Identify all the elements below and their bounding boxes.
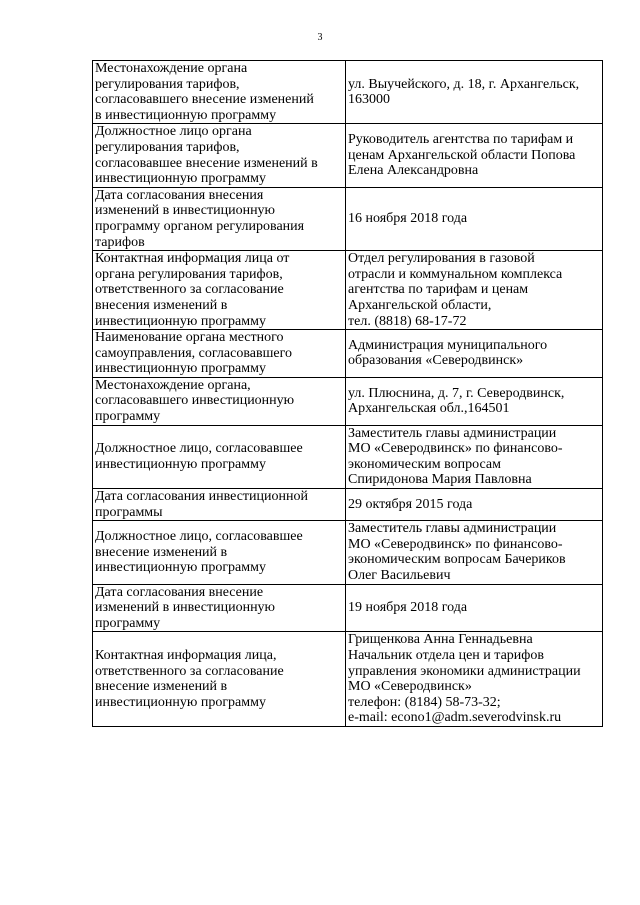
row-value-line: экономическим вопросам <box>348 456 501 472</box>
row-label-cell <box>93 632 346 727</box>
row-value-cell <box>346 584 603 632</box>
row-label-line: регулирования тарифов, <box>95 76 240 92</box>
row-label-cell <box>93 330 346 378</box>
row-value-line: Руководитель агентства по тарифам и <box>348 132 574 148</box>
table-row <box>93 425 603 488</box>
row-value-line: МО «Северодвинск» <box>348 679 472 695</box>
row-value-cell <box>346 187 603 250</box>
table-row <box>93 61 603 124</box>
row-value-line: Архангельская обл.,164501 <box>348 401 510 417</box>
row-label-line: органа регулирования тарифов, <box>95 266 283 282</box>
table-row <box>93 124 603 187</box>
row-label-line: изменений в инвестиционную <box>95 600 276 616</box>
row-label-cell <box>93 425 346 488</box>
row-value-line: отрасли и коммунальном комплекса <box>348 266 563 282</box>
row-label-line: Местонахождение органа, <box>95 377 251 393</box>
row-label-cell <box>93 61 346 124</box>
row-label-line: самоуправления, согласовавшего <box>95 345 292 361</box>
row-value-cell <box>346 632 603 727</box>
row-label-line: инвестиционную программу <box>95 694 266 710</box>
row-label-line: Должностное лицо, согласовавшее <box>95 529 303 545</box>
row-value-line: телефон: (8184) 58-73-32; <box>348 694 501 710</box>
row-label-line: согласовавшего инвестиционную <box>95 393 295 409</box>
row-label-line: программу органом регулирования <box>95 218 305 234</box>
row-label-line: внесения изменений в <box>95 297 228 313</box>
row-value-line: 29 октября 2015 года <box>348 496 473 512</box>
row-label-cell <box>93 521 346 584</box>
row-label-line: инвестиционную программу <box>95 313 266 329</box>
info-table-body <box>93 61 603 727</box>
table-row <box>93 377 603 425</box>
row-value-line: ценам Архангельской области Попова <box>348 147 576 163</box>
row-label-line: инвестиционную программу <box>95 171 266 187</box>
row-label-line: изменений в инвестиционную <box>95 203 276 219</box>
row-label-line: регулирования тарифов, <box>95 139 240 155</box>
row-value-line: МО «Северодвинск» по финансово- <box>348 441 563 457</box>
row-label-line: согласовавшее внесение изменений в <box>95 155 318 171</box>
table-row <box>93 251 603 330</box>
row-label-cell <box>93 489 346 521</box>
row-label-line: Местонахождение органа <box>95 61 248 76</box>
row-value-line: Архангельской области, <box>348 297 492 313</box>
table-row <box>93 521 603 584</box>
row-label-cell <box>93 187 346 250</box>
row-value-line: Заместитель главы администрации <box>348 425 557 441</box>
row-value-line: Спиридонова Мария Павловна <box>348 472 532 488</box>
row-value-line: ул. Плюснина, д. 7, г. Северодвинск, <box>348 385 565 401</box>
row-value-cell <box>346 330 603 378</box>
row-label-cell <box>93 377 346 425</box>
row-value-line: экономическим вопросам Бачериков <box>348 552 566 568</box>
row-label-cell <box>93 124 346 187</box>
row-value-line: Начальник отдела цен и тарифов <box>348 647 544 663</box>
row-label-line: ответственного за согласование <box>95 282 284 298</box>
row-label-line: инвестиционную программу <box>95 361 266 377</box>
table-row <box>93 187 603 250</box>
row-value-line: Грищенкова Анна Геннадьевна <box>348 632 533 648</box>
row-label-line: Наименование органа местного <box>95 330 284 346</box>
row-value-line: 16 ноября 2018 года <box>348 211 468 227</box>
row-value-line: 163000 <box>348 92 390 108</box>
row-value-line: агентства по тарифам и ценам <box>348 282 529 298</box>
page-number: 3 <box>317 32 323 43</box>
row-value-cell <box>346 425 603 488</box>
row-value-line: Елена Александровна <box>348 163 479 179</box>
row-label-line: Контактная информация лица от <box>95 251 290 267</box>
row-label-line: Дата согласования внесение <box>95 584 264 600</box>
row-label-line: Должностное лицо органа <box>95 124 252 140</box>
row-label-line: программу <box>95 615 161 631</box>
row-value-cell <box>346 377 603 425</box>
row-value-line: Олег Васильевич <box>348 568 451 583</box>
row-value-line: e-mail: econo1@adm.severodvinsk.ru <box>348 710 562 726</box>
row-value-line: 19 ноября 2018 года <box>348 600 468 616</box>
row-label-line: внесение изменений в <box>95 679 228 695</box>
row-value-cell <box>346 489 603 521</box>
row-label-cell <box>93 584 346 632</box>
row-label-line: согласовавшего внесение изменений <box>95 92 314 108</box>
row-label-line: инвестиционную программу <box>95 456 266 472</box>
row-value-line: Отдел регулирования в газовой <box>348 251 535 267</box>
row-label-line: Должностное лицо, согласовавшее <box>95 441 303 457</box>
row-value-cell <box>346 61 603 124</box>
table-row <box>93 584 603 632</box>
row-label-line: Дата согласования инвестиционной <box>95 489 308 505</box>
row-label-line: инвестиционную программу <box>95 560 266 576</box>
row-label-line: внесение изменений в <box>95 544 228 560</box>
row-value-line: тел. (8818) 68-17-72 <box>348 313 467 329</box>
row-label-cell <box>93 251 346 330</box>
row-value-line: управления экономики администрации <box>348 663 581 679</box>
row-value-line: Заместитель главы администрации <box>348 521 557 537</box>
row-label-line: в инвестиционную программу <box>95 107 277 123</box>
row-label-line: программу <box>95 409 161 425</box>
row-label-line: тарифов <box>95 234 145 250</box>
row-label-line: ответственного за согласование <box>95 663 284 679</box>
row-value-cell <box>346 124 603 187</box>
row-value-line: образования «Северодвинск» <box>348 353 524 369</box>
row-label-line: Контактная информация лица, <box>95 647 277 663</box>
table-row <box>93 330 603 378</box>
row-label-line: программы <box>95 504 163 520</box>
info-table <box>92 60 603 727</box>
row-value-cell <box>346 251 603 330</box>
row-value-line: ул. Выучейского, д. 18, г. Архангельск, <box>348 76 580 92</box>
row-value-line: МО «Северодвинск» по финансово- <box>348 536 563 552</box>
row-value-line: Администрация муниципального <box>348 337 548 353</box>
row-label-line: Дата согласования внесения <box>95 187 264 203</box>
table-row <box>93 632 603 727</box>
table-row <box>93 489 603 521</box>
row-value-cell <box>346 521 603 584</box>
